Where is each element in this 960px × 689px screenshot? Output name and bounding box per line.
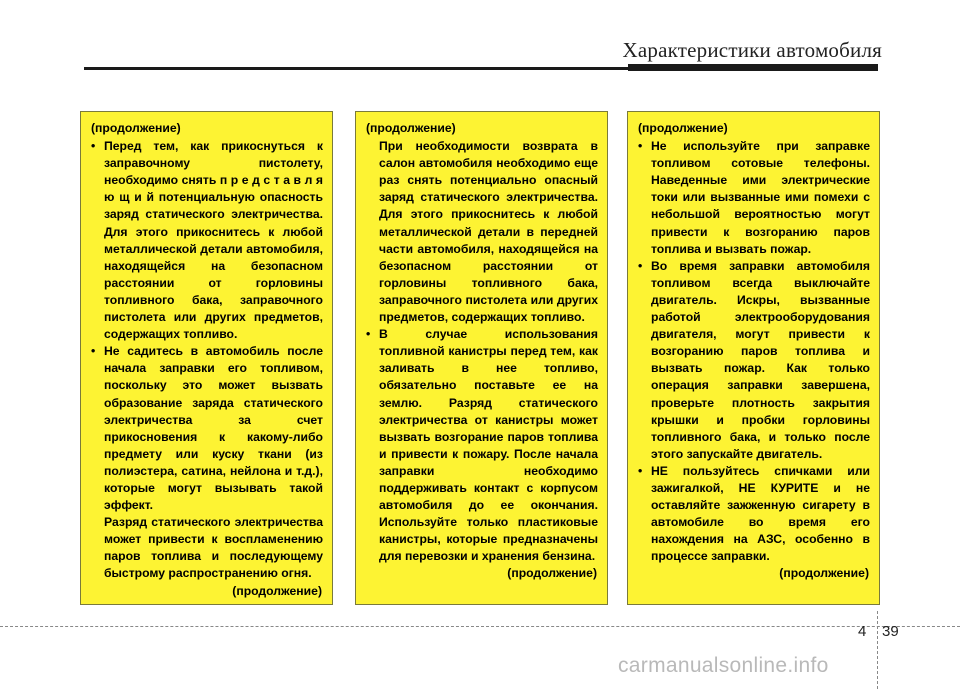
continued-bottom-label: (продолжение)	[232, 583, 322, 598]
section-number: 4	[858, 623, 867, 640]
warning-box-middle	[355, 111, 608, 605]
continued-bottom-label: (продолжение)	[779, 566, 869, 581]
continued-bottom-label: (продолжение)	[507, 566, 597, 581]
footer-divider	[877, 611, 878, 689]
continued-top-label: (продолжение)	[91, 121, 181, 135]
continued-top-label: (продолжение)	[366, 121, 456, 135]
bullet-paragraph: • Перед тем, как прикоснуться к заправочному пистолету, необходимо снять п р е д с т а в л я ю щ и й потенциальную опасность заряд статического электричества. Для этого прикоснитесь к любой металлической детали автомобиля, находящейся на безопасном расстоянии от горловины топливного бака, заправочного пистолета или других предметов, содержащих топливо.	[91, 138, 323, 343]
header-rule-accent	[628, 64, 878, 71]
bullet-paragraph: • НЕ пользуйтесь спичками или зажигалкой, НЕ КУРИТЕ и не оставляйте зажженную сигарету в автомобиле во время его нахождения на АЗС, особенно в процессе заправки.	[638, 463, 870, 566]
page-number: 39	[882, 623, 899, 640]
paragraph: При необходимости возврата в салон автомобиля необходимо еще раз снять потенциально опасный заряд статического электричества. Для этого прикоснитесь к любой металлической детали в передней части автомобиля, находящейся на безопасном расстоянии от горловины топливного бака, заправочного пистолета или других предметов, содержащих топливо.	[379, 139, 598, 325]
bullet-paragraph: • Не садитесь в автомобиль после начала заправки его топливом, поскольку это может вызвать образование заряда статического электричества за счет прикосновения к какому-либо предмету или куску ткани (из полиэстера, сатина, нейлона и т.д.), которые могут вызывать такой эффект.	[91, 343, 323, 514]
warning-box-right	[627, 111, 880, 605]
bullet-paragraph: • Во время заправки автомобиля топливом всегда выключайте двигатель. Искры, вызванные работой электрооборудования двигателя, могут привести к возгоранию паров топлива и вызвать пожар. Как только операция заправки завершена, проверьте плотность закрытия крышки и пробки горловины топливного бака, и только после этого запускайте двигатель.	[638, 258, 870, 463]
continued-top-label: (продолжение)	[638, 121, 728, 135]
paragraph: Разряд статического электричества может привести к воспламенению паров топлива и последующему быстрому распространению огня.	[104, 515, 323, 581]
watermark: carmanualsonline.info	[618, 654, 829, 677]
bullet-paragraph: • В случае использования топливной канистры перед тем, как заливать в нее топливо, обязательно поставьте ее на землю. Разряд статического электричества от канистры может вызвать возгорание паров топлива и привести к пожару. После начала заправки необходимо поддерживать контакт с корпусом автомобиля до ее окончания. Используйте только пластиковые канистры, которые предназначены для перевозки и хранения бензина.	[366, 326, 598, 565]
page-header-title: Характеристики автомобиля	[622, 38, 882, 62]
footer-dashed-rule	[0, 626, 960, 627]
bullet-paragraph: • Не используйте при заправке топливом сотовые телефоны. Наведенные ими электрические токи или вызванные ими помехи с небольшой вероятностью могут привести к возгоранию паров топлива и вызвать пожар.	[638, 138, 870, 258]
warning-box-left	[80, 111, 333, 605]
